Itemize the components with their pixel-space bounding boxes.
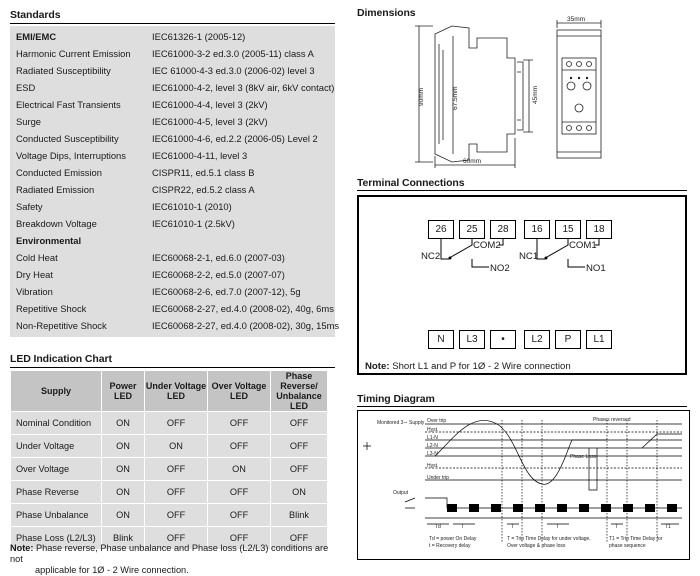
standards-row-value: IEC60068-2-27, ed.4.0 (2008-02), 40g, 6ms (152, 303, 334, 314)
terminal-box (357, 195, 687, 375)
led-row-state: ON (102, 458, 145, 481)
standards-row-label: Harmonic Current Emission (16, 48, 131, 59)
dim-inner-height-label: 67.5mm (452, 86, 459, 110)
led-chart-row (11, 504, 328, 527)
timing-legend-1b: t = Recovery delay (429, 543, 471, 549)
led-row-state: Blink (271, 504, 328, 527)
standards-row-value: IEC60068-2-2, ed.5.0 (2007-07) (152, 269, 285, 280)
led-row-state: Blink (102, 527, 145, 550)
terminal-18: 18 (586, 220, 612, 239)
led-row-state: ON (102, 504, 145, 527)
led-note-label: Note: (10, 543, 34, 553)
timing-legend-3b: phase sequence (609, 543, 646, 549)
standards-row-label: Radiated Emission (16, 184, 95, 195)
timing-t-4: T (615, 524, 619, 530)
led-row-state: ON (208, 458, 271, 481)
label-no1: NO1 (586, 263, 606, 274)
led-row-state: OFF (208, 527, 271, 550)
standards-heading: Standards (10, 9, 61, 21)
led-chart-heading: LED Indication Chart (10, 353, 112, 365)
led-row-state: OFF (145, 527, 208, 550)
timing-t-2: T (511, 524, 515, 530)
timing-l3n: L3-N (427, 451, 438, 457)
led-row-state: OFF (271, 527, 328, 550)
label-nc1: NC1 (519, 251, 539, 262)
standards-row (10, 130, 335, 147)
label-nc2: NC2 (421, 251, 441, 262)
standards-rule (10, 23, 335, 24)
standards-row-value: IEC61010-1 (2.5kV) (152, 218, 235, 229)
label-no2: NO2 (490, 263, 510, 274)
standards-row-value: IEC60068-2-1, ed.6.0 (2007-03) (152, 252, 285, 263)
timing-under-trip: Under trip (427, 475, 449, 481)
led-row-state: ON (145, 435, 208, 458)
standards-row (10, 62, 335, 79)
label-com2: COM2 (473, 240, 501, 251)
timing-td: Td (435, 524, 441, 530)
led-chart-table (10, 370, 328, 550)
timing-legend-3a: T1 = Trip Time Delay for (609, 536, 663, 542)
standards-row-label: EMI/EMC (16, 31, 57, 42)
led-chart-row (11, 458, 328, 481)
standards-row-value: IEC61000-4-2, level 3 (8kV air, 6kV contact) (152, 82, 335, 93)
terminal-l1: L1 (586, 330, 612, 349)
led-row-state: ON (102, 412, 145, 435)
led-row-condition: Phase Unbalance (11, 504, 102, 527)
terminal-16: 16 (524, 220, 550, 239)
dim-rail-label: 45mm (532, 85, 539, 104)
standards-row (10, 317, 340, 334)
label-com1: COM1 (569, 240, 597, 251)
timing-over-trip: Over trip (427, 418, 447, 424)
terminal-heading: Terminal Connections (357, 177, 465, 189)
led-row-state: OFF (208, 481, 271, 504)
led-row-state: OFF (271, 458, 328, 481)
standards-row (10, 249, 335, 266)
standards-row-label: Non-Repetitive Shock (16, 320, 107, 331)
led-chart-row (11, 412, 328, 435)
timing-l1n: L1-N (427, 435, 438, 441)
standards-row-label: Dry Heat (16, 269, 53, 280)
led-row-state: OFF (208, 435, 271, 458)
standards-row-value: IEC61000-4-6, ed.2.2 (2006-05) Level 2 (152, 133, 318, 144)
timing-hyst-bottom: Hyst. (427, 463, 439, 469)
standards-row (10, 45, 335, 62)
terminal-26: 26 (428, 220, 454, 239)
standards-row-value: IEC61000-3-2 ed.3.0 (2005-11) class A (152, 48, 314, 59)
led-row-state: OFF (145, 504, 208, 527)
led-row-condition: Phase Reverse (11, 481, 102, 504)
standards-row-label: Vibration (16, 286, 53, 297)
timing-rule (357, 406, 687, 407)
standards-row (10, 232, 335, 249)
led-chart-rule (10, 367, 335, 368)
standards-row (10, 215, 335, 232)
timing-legend-2b: Over voltage & phase loss (507, 543, 566, 549)
standards-row (10, 28, 335, 45)
terminal-n: N (428, 330, 454, 349)
standards-row (10, 113, 335, 130)
led-row-state: OFF (271, 435, 328, 458)
standards-row-value: CISPR22, ed.5.2 class A (152, 184, 255, 195)
standards-row-label: Safety (16, 201, 43, 212)
standards-row-value: IEC61326-1 (2005-12) (152, 31, 246, 42)
terminal-28: 28 (490, 220, 516, 239)
standards-row-value: IEC60068-2-27, ed.4.0 (2008-02), 30g, 15ms (152, 320, 340, 331)
header-supply: Supply (11, 371, 102, 412)
standards-row-value: IEC61000-4-4, level 3 (2kV) (152, 99, 268, 110)
header-over-voltage-led: Over Voltage LED (208, 371, 271, 412)
header-phase-reverse-led: Phase Reverse/ Unbalance LED (271, 371, 328, 412)
relay-contacts (359, 197, 685, 297)
standards-row-value: IEC61000-4-11, level 3 (152, 150, 248, 161)
terminal-note-label: Note: (365, 361, 390, 372)
led-row-state: OFF (208, 412, 271, 435)
led-row-condition: Nominal Condition (11, 412, 102, 435)
led-row-state: ON (102, 481, 145, 504)
led-chart-header-row (11, 371, 328, 412)
led-row-condition: Phase Loss (L2/L3) (11, 527, 102, 550)
led-row-state: OFF (145, 412, 208, 435)
standards-row (10, 96, 335, 113)
timing-t1: T1 (665, 524, 671, 530)
terminal-rule (357, 190, 687, 191)
standards-row-value: IEC60068-2-6, ed.7.0 (2007-12), 5g (152, 286, 301, 297)
led-row-state: OFF (208, 504, 271, 527)
standards-row (10, 181, 335, 198)
dim-height-label: 90mm (418, 87, 425, 106)
terminal-p: P (555, 330, 581, 349)
timing-diagram (357, 410, 690, 560)
terminal-note (365, 361, 571, 372)
standards-row-value: IEC 61000-4-3 ed.3.0 (2006-02) level 3 (152, 65, 315, 76)
timing-legend-1a: Td = power On Delay (429, 536, 477, 542)
standards-row (10, 79, 335, 96)
led-note-line1: Phase reverse, Phase unbalance and Phase loss (L2/L3) conditions are not (10, 543, 329, 564)
timing-heading: Timing Diagram (357, 393, 435, 405)
dim-width-label: 35mm (567, 16, 586, 23)
led-row-state: OFF (145, 481, 208, 504)
led-row-state: ON (102, 435, 145, 458)
standards-row-label: Repetitive Shock (16, 303, 87, 314)
header-under-voltage-led: Under Voltage LED (145, 371, 208, 412)
led-row-condition: Under Voltage (11, 435, 102, 458)
led-chart-note (10, 543, 340, 576)
standards-row-label: Radiated Susceptibility (16, 65, 111, 76)
timing-phase-loss: Phase Loss (570, 454, 597, 460)
standards-row-label: Cold Heat (16, 252, 58, 263)
dim-depth-label: 60mm (463, 158, 482, 165)
standards-row-label: ESD (16, 82, 36, 93)
standards-row (10, 198, 335, 215)
terminal-l2: L2 (524, 330, 550, 349)
standards-row-label: Surge (16, 116, 42, 127)
led-chart-row (11, 481, 328, 504)
timing-output: Output (393, 490, 409, 496)
led-row-state: OFF (145, 458, 208, 481)
timing-hyst-top: Hyst. (427, 427, 439, 433)
standards-row-label: Conducted Susceptibility (16, 133, 119, 144)
timing-legend-2a: T = Trip Time Delay for under voltage, (507, 536, 591, 542)
standards-row-label: Conducted Emission (16, 167, 102, 178)
terminal-15: 15 (555, 220, 581, 239)
standards-table (10, 26, 340, 337)
led-row-state: ON (271, 481, 328, 504)
standards-row (10, 300, 335, 317)
terminal-note-text: Short L1 and P for 1Ø - 2 Wire connection (392, 361, 571, 372)
led-row-state: OFF (271, 412, 328, 435)
led-row-condition: Over Voltage (11, 458, 102, 481)
timing-t-1: T (461, 524, 465, 530)
standards-row-label: Breakdown Voltage (16, 218, 97, 229)
timing-phases-reversed: Phases reversed (593, 417, 631, 423)
standards-row (10, 147, 335, 164)
standards-row-value: IEC61000-4-5, level 3 (2kV) (152, 116, 268, 127)
terminal-blank: • (490, 330, 516, 349)
standards-row-value: CISPR11, ed.5.1 class B (152, 167, 255, 178)
led-note-line2: applicable for 1Ø - 2 Wire connection. (35, 565, 189, 575)
standards-row-label: Voltage Dips, Interruptions (16, 150, 126, 161)
standards-row (10, 266, 335, 283)
dimensions-drawing (357, 14, 692, 172)
header-power-led: Power LED (102, 371, 145, 412)
timing-l2n: L2-N (427, 443, 438, 449)
standards-row-label: Environmental (16, 235, 82, 246)
terminal-25: 25 (459, 220, 485, 239)
standards-row (10, 164, 335, 181)
standards-row-label: Electrical Fast Transients (16, 99, 121, 110)
led-chart-row (11, 435, 328, 458)
dimensions-heading: Dimensions (357, 7, 416, 19)
timing-monitored-label: Monitored 3∼ Supply (377, 420, 425, 426)
terminal-l3: L3 (459, 330, 485, 349)
standards-row-value: IEC61010-1 (2010) (152, 201, 232, 212)
standards-row (10, 283, 335, 300)
timing-t-3: T (556, 524, 560, 530)
